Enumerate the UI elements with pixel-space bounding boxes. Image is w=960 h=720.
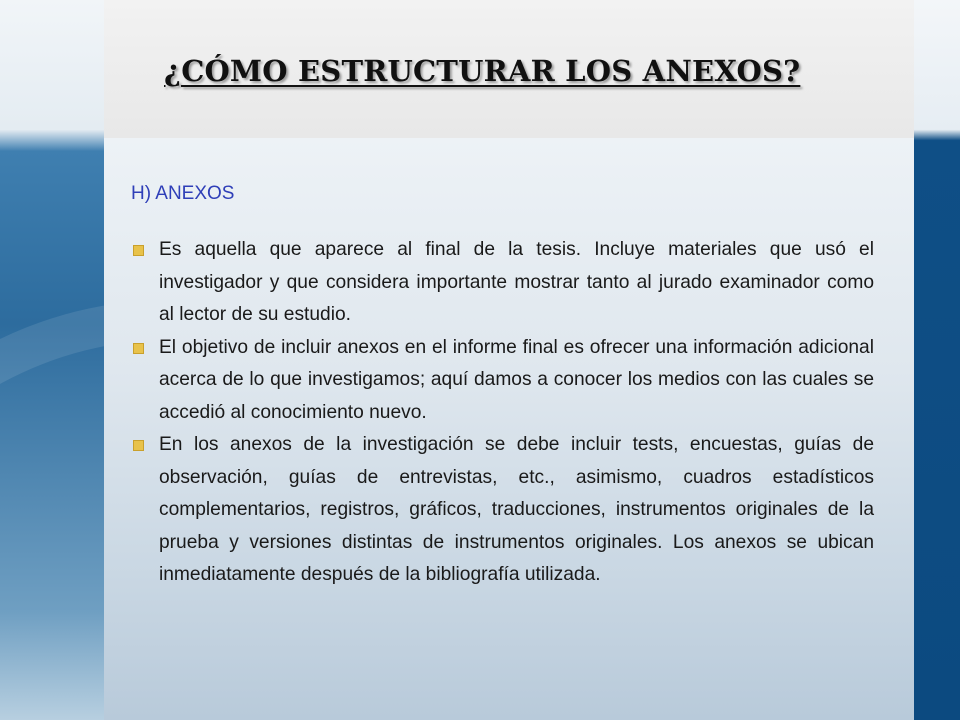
bullet-text: En los anexos de la investigación se debe incluir tests, encuestas, guías de observación, guías de entrevistas, etc., asimismo, cuadros estadísticos complementarios, registros, gráficos, traducciones, instrumentos originales de la prueba y versiones distintas de instrumentos originales. Los anexos se ubican inmediatamente después de la bibliografía utilizada. [159,434,874,585]
section-heading: H) ANEXOS [131,183,235,204]
square-bullet-icon [133,245,144,256]
bullet-text: El objetivo de incluir anexos en el informe final es ofrecer una información adicional acerca de lo que investigamos; aquí damos a conocer los medios con las cuales se accedió al conocimiento nuevo. [159,336,874,423]
bullet-text: Es aquella que aparece al final de la tesis. Incluye materiales que usó el investigador y que considera importante mostrar tanto al jurado examinador como al lector de su estudio. [159,239,874,325]
square-bullet-icon [133,440,144,451]
bullet-item [131,429,874,592]
square-bullet-icon [133,343,144,354]
bullet-item [131,332,874,430]
bullet-item [131,234,874,332]
slide-title: ¿CÓMO ESTRUCTURAR LOS ANEXOS? [164,54,801,88]
right-background-strip [914,0,960,720]
bullet-list [131,234,874,592]
left-background-strip [0,0,104,720]
